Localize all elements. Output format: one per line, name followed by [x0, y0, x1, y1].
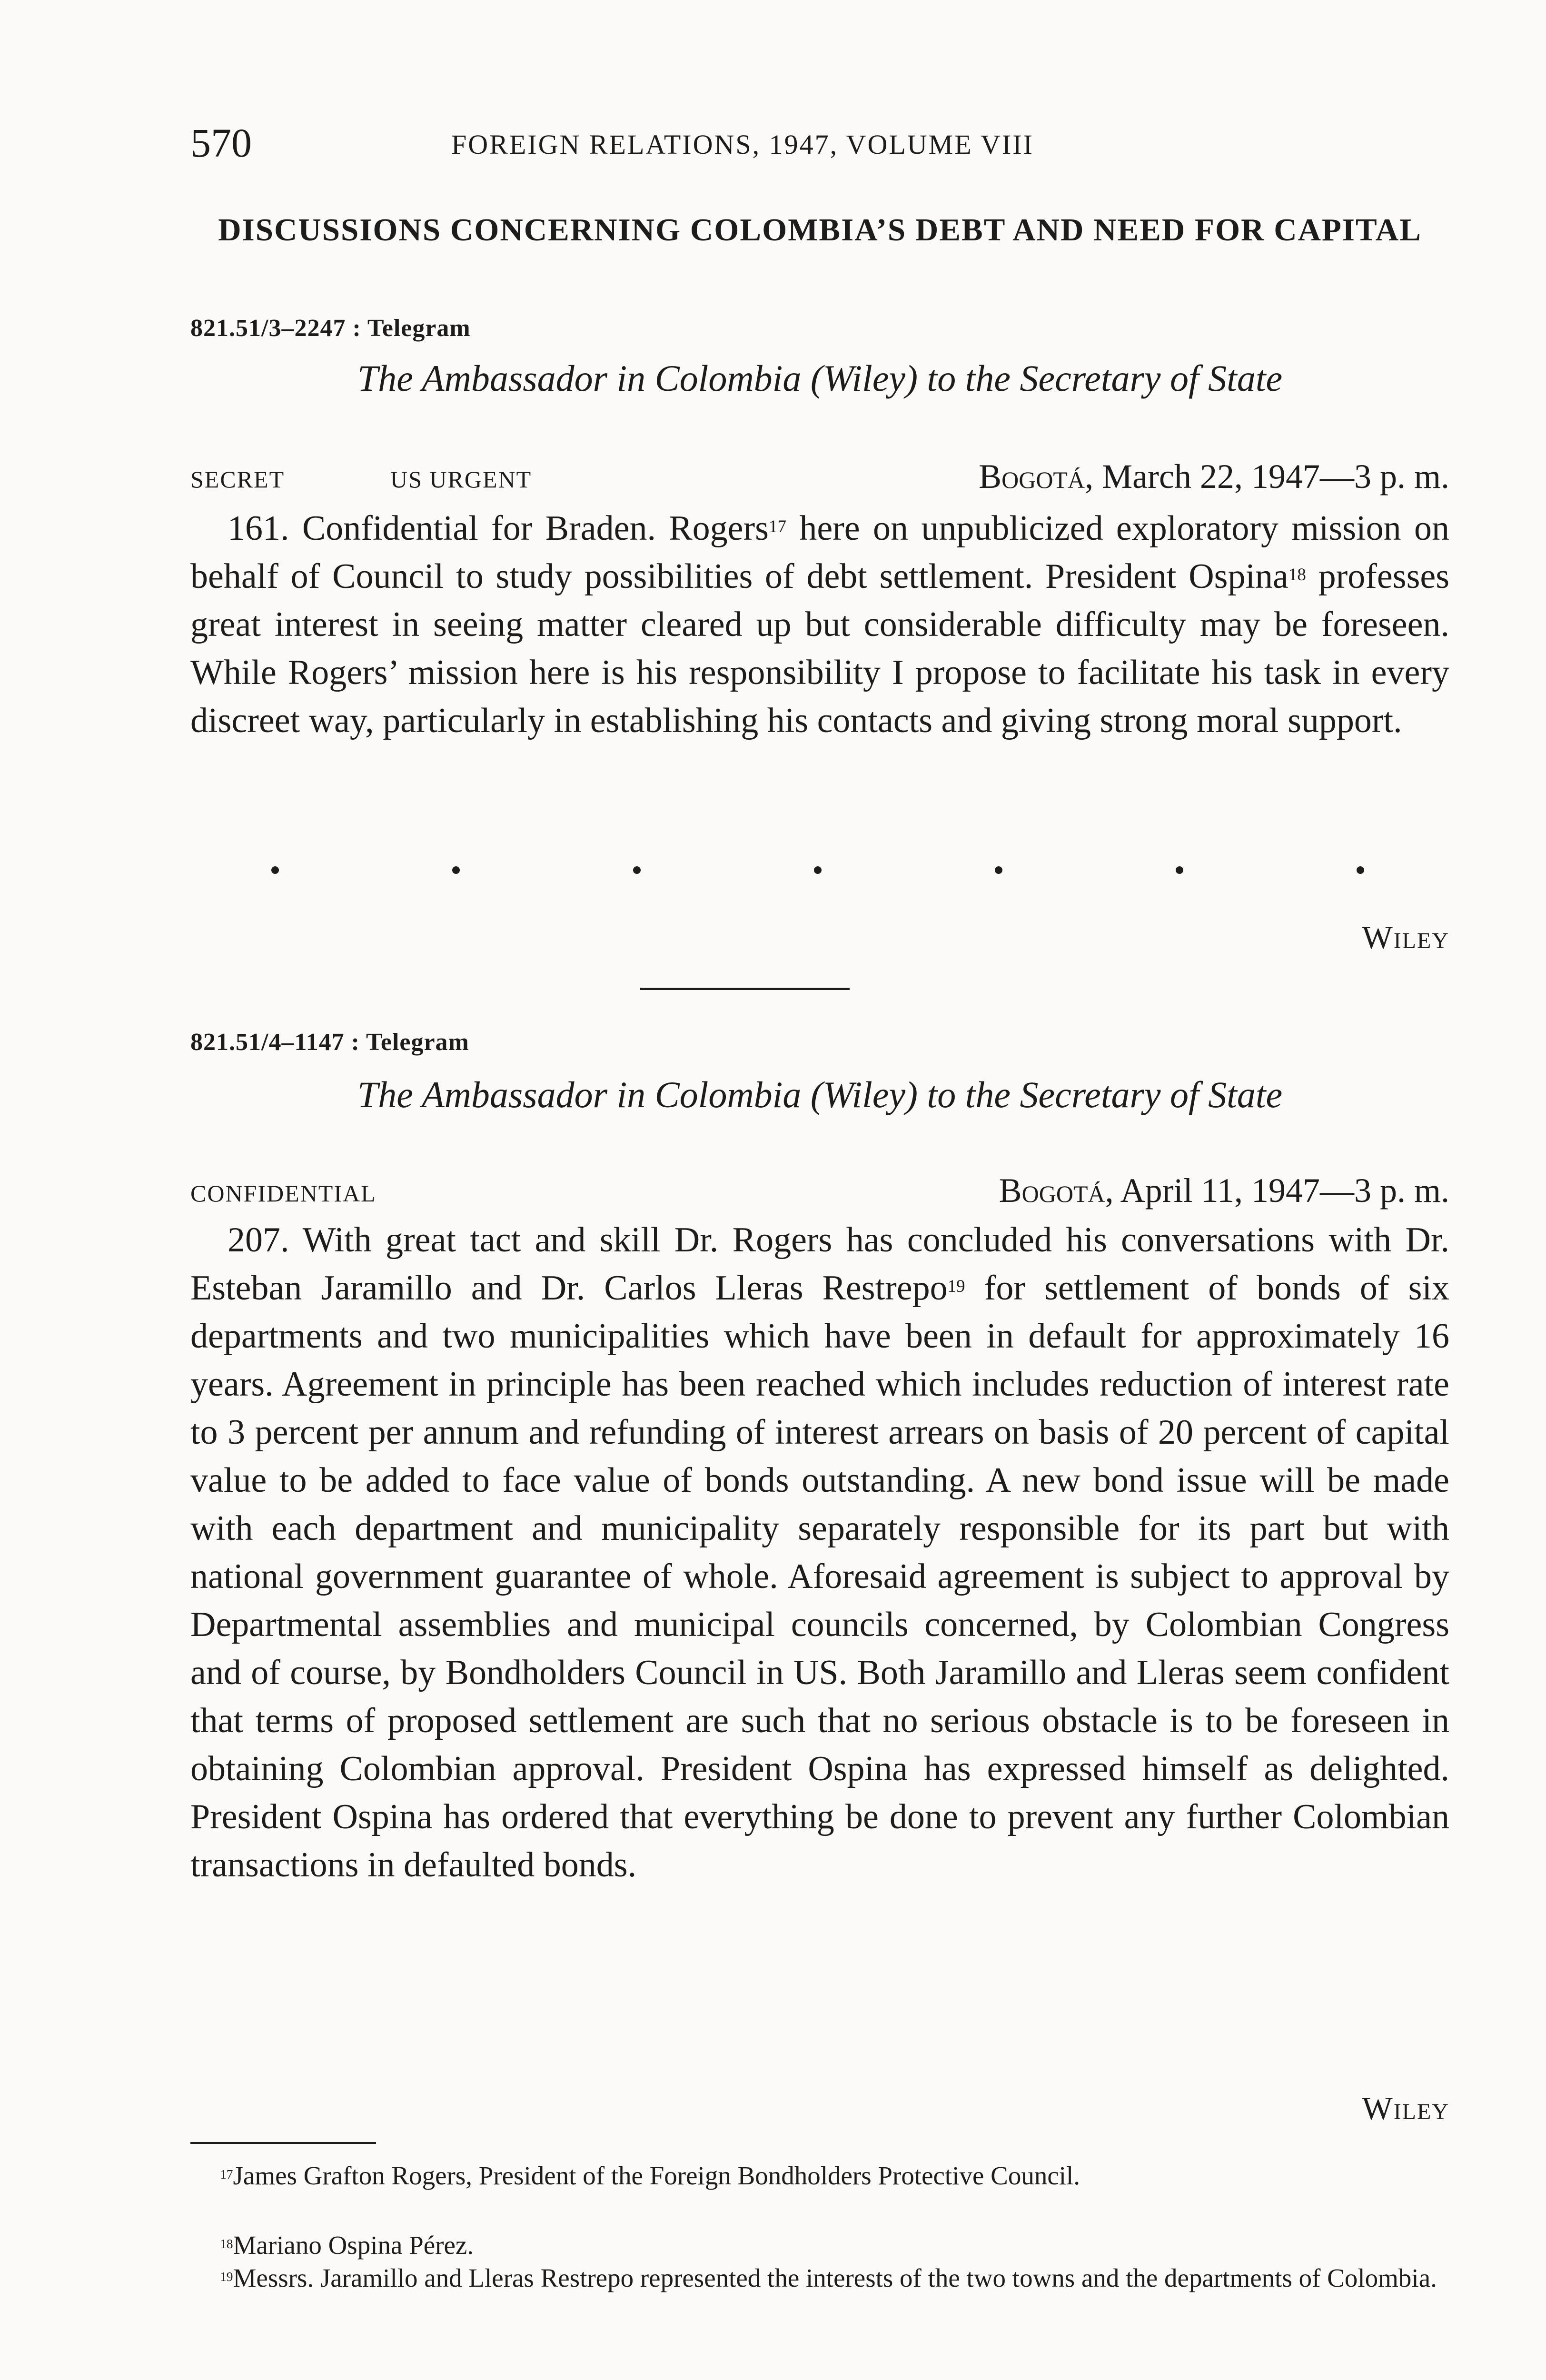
place: Bogotá	[999, 1171, 1105, 1210]
section-divider	[640, 988, 850, 990]
footnote-ref: 19	[947, 1277, 965, 1297]
footnote-text: Mariano Ospina Pérez.	[233, 2231, 474, 2260]
ellipsis-dot	[1176, 866, 1183, 874]
footnote-number: 18	[220, 2236, 233, 2251]
ellipsis-dot	[452, 866, 460, 874]
dateline	[190, 457, 1449, 500]
page-number: 570	[190, 120, 252, 166]
footnote-rule	[190, 2142, 376, 2144]
footnote-text: Messrs. Jaramillo and Lleras Restrepo represented the interests of the two towns and the departments of Colombia.	[233, 2263, 1437, 2292]
file-reference: 821.51/4–1147 : Telegram	[190, 1029, 469, 1056]
ellipsis-dot	[633, 866, 641, 874]
place-date	[979, 457, 1449, 496]
ellipsis-dot	[1357, 866, 1364, 874]
footnote-ref: 18	[1288, 565, 1306, 585]
classification-label: CONFIDENTIAL	[190, 1180, 377, 1207]
body-text-segment: here on unpublicized exploratory mission on behalf of Council to study possibilities of debt settlement. President Ospina	[190, 509, 1450, 596]
dateline	[190, 1171, 1449, 1214]
signature: Wiley	[1362, 2090, 1449, 2126]
ellipsis-dot	[271, 866, 279, 874]
footnote-number: 17	[220, 2167, 233, 2182]
telegram-body	[190, 505, 1449, 745]
ellipsis-dot	[995, 866, 1002, 874]
body-text-segment: 207. With great tact and skill Dr. Rogers has concluded his conversations with Dr. Esteban Jaramillo and Dr. Carlos Lleras Restrepo	[190, 1220, 1449, 1308]
file-reference: 821.51/3–2247 : Telegram	[190, 315, 471, 342]
place: Bogotá	[979, 457, 1085, 496]
omission-ellipsis	[271, 866, 1546, 885]
footnote	[190, 2263, 1449, 2293]
date: , April 11, 1947—3 p. m.	[1105, 1171, 1449, 1210]
body-text-segment: for settlement of bonds of six departments and two municipalities which have been in default for approximately 16 years. Agreement in principle has been reached which includes reduction of interest rate to 3 percent per annum and refunding of interest arrears on basis of 20 percent of capital value to be added to face value of bonds outstanding. A new bond issue will be made with each department and municipality separately responsible for its part but with national government guarantee of whole. Aforesaid agreement is subject to approval by Departmental assemblies and municipal councils concerned, by Colombian Congress and of course, by Bondholders Council in US. Both Jaramillo and Lleras seem confident that terms of proposed settlement are such that no serious obstacle is to be foreseen in obtaining Colombian approval. President Ospina has expressed himself as delighted. President Ospina has ordered that everything be done to prevent any further Colombian transactions in defaulted bonds.	[190, 1269, 1449, 1884]
body-text-segment: professes great interest in seeing matter cleared up but considerable difficulty may be foreseen. While Rogers’ mission here is his responsibility I propose to facilitate his task in every discreet way, particularly in establishing his contacts and giving strong moral support.	[190, 557, 1450, 740]
date: , March 22, 1947—3 p. m.	[1085, 457, 1449, 496]
telegram-body	[190, 1216, 1449, 1889]
ellipsis-dot	[814, 866, 822, 874]
section-title: DISCUSSIONS CONCERNING COLOMBIA’S DEBT AND NEED FOR CAPITAL	[218, 212, 1422, 248]
body-text-segment: 161. Confidential for Braden. Rogers	[228, 509, 769, 548]
footnote	[190, 2161, 1449, 2191]
footnote-text: James Grafton Rogers, President of the Foreign Bondholders Protective Council.	[233, 2161, 1080, 2190]
classification-label: SECRET	[190, 466, 285, 493]
footnote	[190, 2231, 1449, 2260]
telegram-title: The Ambassador in Colombia (Wiley) to the Secretary of State	[357, 357, 1283, 399]
place-date	[999, 1171, 1449, 1210]
footnote-number: 19	[220, 2269, 233, 2284]
precedence-label: US URGENT	[390, 466, 532, 493]
page-header	[190, 119, 1449, 176]
telegram-title: The Ambassador in Colombia (Wiley) to the Secretary of State	[357, 1074, 1283, 1115]
signature: Wiley	[1362, 919, 1449, 955]
running-head: FOREIGN RELATIONS, 1947, VOLUME VIII	[451, 129, 1034, 160]
footnote-ref: 17	[768, 517, 786, 537]
